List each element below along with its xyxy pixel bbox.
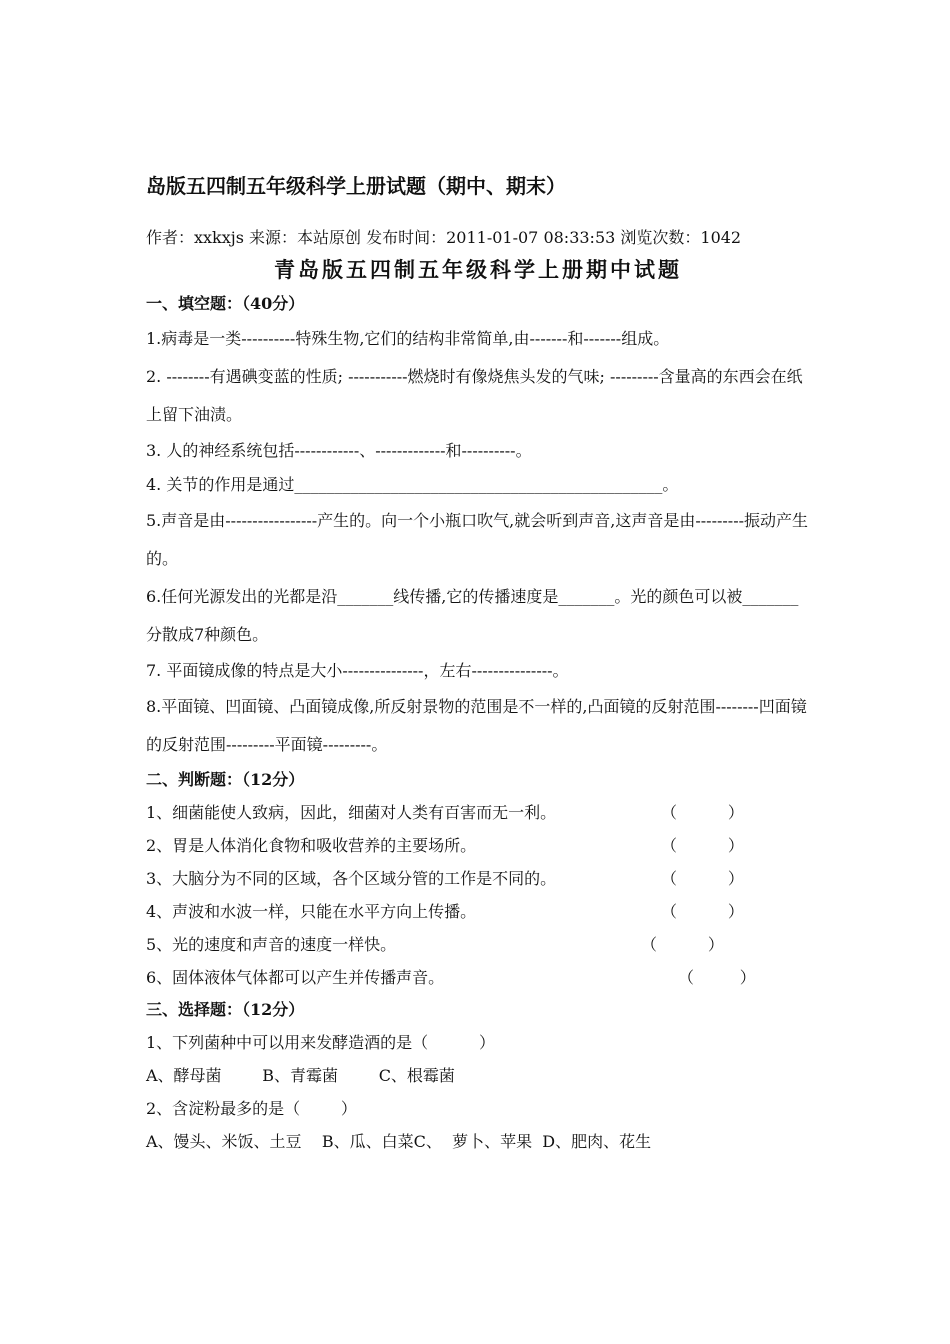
judgment-text: 2、胃是人体消化食物和吸收营养的主要场所。 bbox=[146, 836, 477, 855]
article-meta: 作者：xxkxjs 来源：本站原创 发布时间：2011-01-07 08:33:53 浏览次数：1042 bbox=[146, 228, 742, 247]
judgment-item bbox=[146, 796, 810, 829]
question-item: 1.病毒是一类----------特殊生物,它们的结构非常简单,由-------和-------组成。 bbox=[146, 329, 670, 348]
answer-parentheses: （ ） bbox=[641, 935, 724, 954]
question-item: 5.声音是由-----------------产生的。向一个小瓶口吹气,就会听到声音,这声音是由---------振动产生的。 bbox=[146, 511, 809, 568]
answer-parentheses: （ ） bbox=[661, 869, 744, 888]
question-item: 2. --------有遇碘变蓝的性质; -----------燃烧时有像烧焦头发的气味; ---------含量高的东西会在纸上留下油渍。 bbox=[146, 367, 803, 424]
section-heading-fill-blank: 一、填空题：（40分） bbox=[146, 294, 305, 313]
question-item: 8.平面镜、凹面镜、凸面镜成像,所反射景物的范围是不一样的,凸面镜的反射范围--------凹面镜的反射范围---------平面镜---------。 bbox=[146, 697, 807, 754]
choice-question: 1、下列菌种中可以用来发酵造酒的是（ ） bbox=[146, 1033, 496, 1052]
judgment-item bbox=[146, 961, 810, 994]
question-item: 3. 人的神经系统包括------------、-------------和----------。 bbox=[146, 441, 532, 460]
choice-options: A、酵母菌 B、青霉菌 C、根霉菌 bbox=[146, 1066, 455, 1085]
judgment-text: 1、细菌能使人致病，因此，细菌对人类有百害而无一利。 bbox=[146, 803, 557, 822]
judgment-item bbox=[146, 928, 810, 961]
answer-parentheses: （ ） bbox=[661, 836, 744, 855]
answer-parentheses: （ ） bbox=[661, 902, 744, 921]
question-item: 4. 关节的作用是通过______________________________________________。 bbox=[146, 475, 679, 494]
document-title: 岛版五四制五年级科学上册试题（期中、期末） bbox=[146, 174, 566, 198]
choice-options: A、馒头、米饭、土豆 B、瓜、白菜C、 萝卜、苹果 D、肥肉、花生 bbox=[146, 1132, 652, 1151]
judgment-text: 4、声波和水波一样，只能在水平方向上传播。 bbox=[146, 902, 477, 921]
section-heading-multiple-choice: 三、选择题：（12分） bbox=[146, 1000, 305, 1019]
choice-question: 2、含淀粉最多的是（ ） bbox=[146, 1099, 357, 1118]
question-item: 7. 平面镜成像的特点是大小---------------，左右---------------。 bbox=[146, 661, 569, 680]
judgment-text: 6、固体液体气体都可以产生并传播声音。 bbox=[146, 968, 445, 987]
question-item: 6.任何光源发出的光都是沿_______线传播,它的传播速度是_______。光的颜色可以被_______分散成7种颜色。 bbox=[146, 587, 799, 644]
judgment-text: 3、大脑分为不同的区域，各个区域分管的工作是不同的。 bbox=[146, 869, 557, 888]
judgment-item bbox=[146, 862, 810, 895]
judgment-text: 5、光的速度和声音的速度一样快。 bbox=[146, 935, 397, 954]
document-page bbox=[146, 168, 810, 1158]
answer-parentheses: （ ） bbox=[678, 968, 756, 987]
section-heading-true-false: 二、判断题：（12分） bbox=[146, 770, 305, 789]
judgment-item bbox=[146, 895, 810, 928]
exam-subtitle: 青岛版五四制五年级科学上册期中试题 bbox=[274, 257, 682, 282]
answer-parentheses: （ ） bbox=[661, 803, 744, 822]
judgment-item bbox=[146, 829, 810, 862]
